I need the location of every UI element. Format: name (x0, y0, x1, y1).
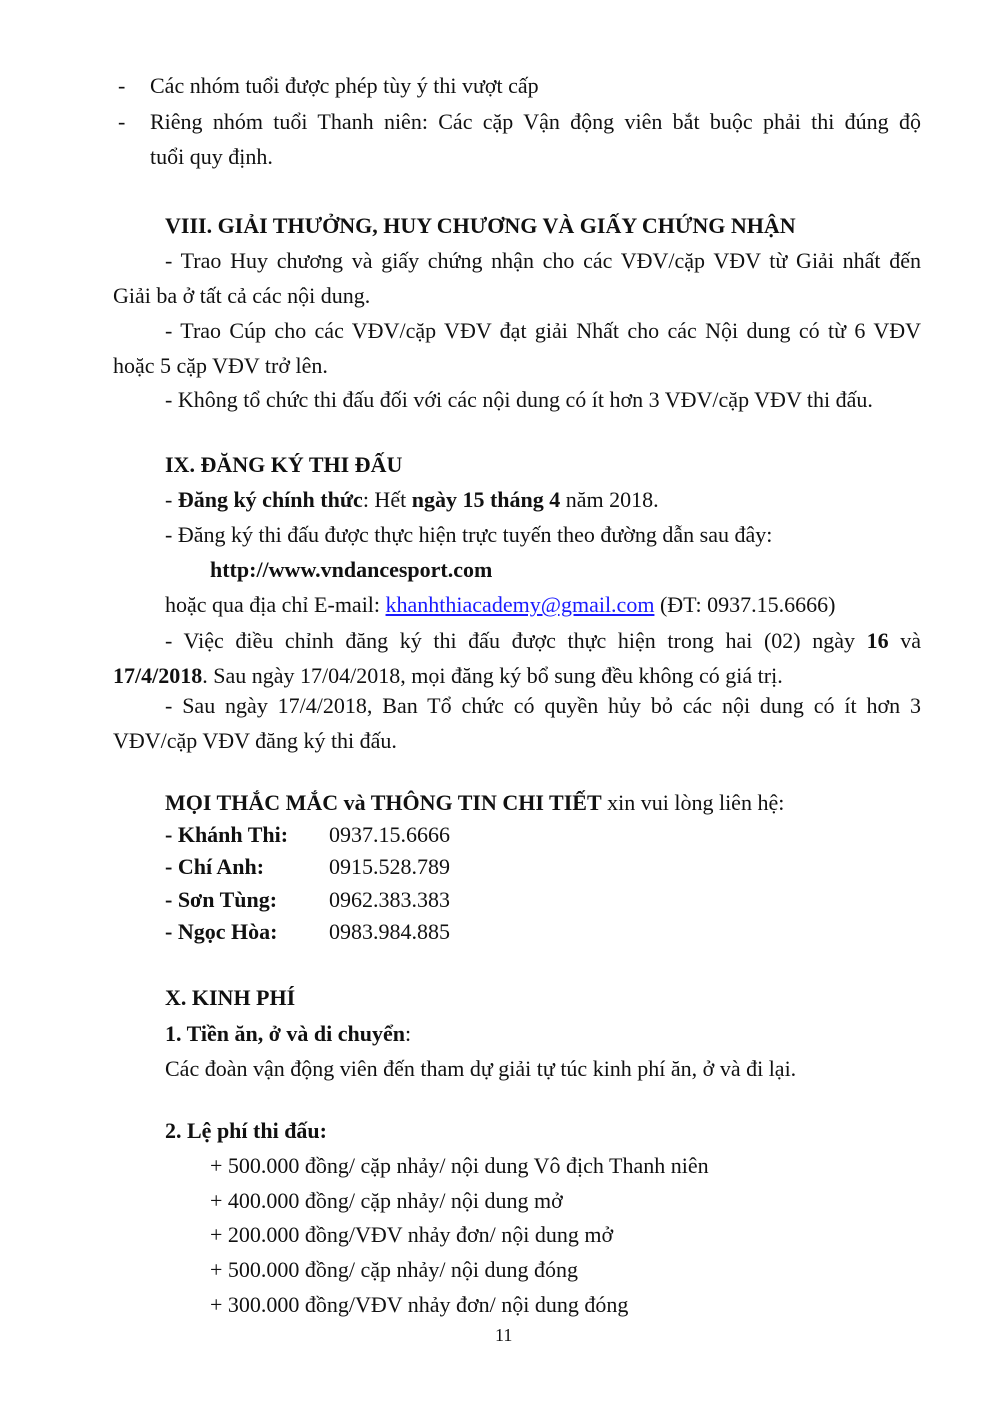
text: năm 2018. (560, 487, 659, 512)
bullet-item: Các nhóm tuổi được phép tùy ý thi vượt cấp (150, 73, 539, 98)
paragraph-line: VĐV/cặp VĐV đăng ký thi đấu. (113, 728, 397, 753)
contact-phone: 0915.528.789 (329, 854, 450, 879)
date: 17/4/2018 (113, 663, 203, 688)
registration-url[interactable]: http://www.vndancesport.com (210, 557, 493, 582)
section-heading: VIII. GIẢI THƯỞNG, HUY CHƯƠNG VÀ GIẤY CHỨNG NHẬN (165, 213, 796, 238)
subheading: 2. Lệ phí thi đấu: (165, 1118, 327, 1143)
fee-item: + 300.000 đồng/VĐV nhảy đơn/ nội dung đóng (210, 1292, 629, 1317)
contact-name: - Ngọc Hòa: (165, 919, 278, 944)
dash: - (165, 487, 178, 512)
deadline-date: ngày 15 tháng 4 (411, 487, 561, 512)
fee-item: + 400.000 đồng/ cặp nhảy/ nội dung mở (210, 1188, 563, 1213)
paragraph-line: - Sau ngày 17/4/2018, Ban Tổ chức có quyền hủy bỏ các nội dung có ít hơn 3 (165, 693, 921, 718)
text: xin vui lòng liên hệ: (601, 790, 785, 815)
text: (ĐT: 0937.15.6666) (654, 592, 836, 617)
official-registration (165, 487, 659, 513)
text: . Sau ngày 17/04/2018, mọi đăng ký bổ sung đều không có giá trị. (202, 663, 783, 688)
bullet-continuation: tuổi quy định. (150, 144, 273, 169)
page-number: 11 (495, 1325, 513, 1345)
contact-phone: 0937.15.6666 (329, 822, 450, 847)
text: - Việc điều chỉnh đăng ký thi đấu được thực hiện trong hai (02) ngày (165, 628, 867, 653)
text: hoặc qua địa chỉ E-mail: (165, 592, 386, 617)
paragraph-line: - Không tổ chức thi đấu đối với các nội dung có ít hơn 3 VĐV/cặp VĐV thi đấu. (165, 387, 873, 412)
bullet-dash: - (118, 109, 126, 134)
fee-item: + 200.000 đồng/VĐV nhảy đơn/ nội dung mở (210, 1222, 614, 1247)
paragraph-line: hoặc 5 cặp VĐV trở lên. (113, 353, 328, 378)
label: Đăng ký chính thức (177, 487, 363, 512)
section-heading: X. KINH PHÍ (165, 985, 296, 1010)
paragraph-line: - Trao Cúp cho các VĐV/cặp VĐV đạt giải Nhất cho các Nội dung có từ 6 VĐV (165, 318, 921, 343)
adjustment-line (165, 628, 921, 654)
contact-intro (165, 790, 784, 816)
label: 1. Tiền ăn, ở và di chuyển (165, 1021, 405, 1046)
text: : Hết (362, 487, 412, 512)
section-heading: IX. ĐĂNG KÝ THI ĐẤU (165, 452, 403, 477)
text: và (888, 628, 921, 653)
paragraph-line: - Đăng ký thi đấu được thực hiện trực tuyến theo đường dẫn sau đây: (165, 522, 773, 547)
label: MỌI THẮC MẮC và THÔNG TIN CHI TIẾT (165, 790, 602, 815)
date: 16 (866, 628, 889, 653)
paragraph-line: Giải ba ở tất cả các nội dung. (113, 283, 371, 308)
contact-row (165, 822, 450, 848)
contact-name: - Sơn Tùng: (165, 887, 278, 912)
colon: : (405, 1021, 412, 1046)
bullet-item: Riêng nhóm tuổi Thanh niên: Các cặp Vận động viên bắt buộc phải thi đúng độ (150, 109, 921, 134)
fee-item: + 500.000 đồng/ cặp nhảy/ nội dung Vô địch Thanh niên (210, 1153, 709, 1178)
email-link[interactable]: khanhthiacademy@gmail.com (385, 592, 655, 617)
subheading (165, 1021, 411, 1047)
contact-name: - Khánh Thi: (165, 822, 289, 847)
bullet-dash: - (118, 73, 126, 98)
paragraph-line: Các đoàn vận động viên đến tham dự giải tự túc kinh phí ăn, ở và đi lại. (165, 1056, 797, 1081)
contact-row (165, 887, 450, 913)
fee-item: + 500.000 đồng/ cặp nhảy/ nội dung đóng (210, 1257, 579, 1282)
paragraph-line: - Trao Huy chương và giấy chứng nhận cho các VĐV/cặp VĐV từ Giải nhất đến (165, 248, 921, 273)
contact-phone: 0962.383.383 (329, 887, 450, 912)
adjustment-line (113, 663, 783, 689)
email-line (165, 592, 835, 618)
contact-phone: 0983.984.885 (329, 919, 450, 944)
contact-row (165, 919, 450, 945)
contact-row (165, 854, 450, 880)
contact-name: - Chí Anh: (165, 854, 265, 879)
